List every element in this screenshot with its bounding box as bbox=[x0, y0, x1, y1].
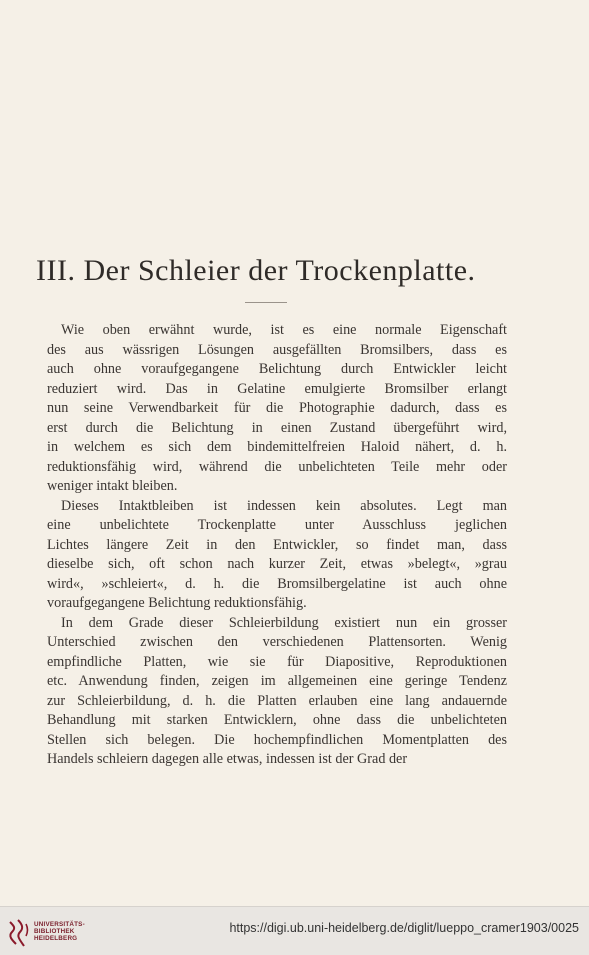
text-line: etc. Anwendung finden, zeigen im allgemeinen eine geringe Tendenz bbox=[47, 673, 507, 689]
text-line: reduktionsfähig wird, während die unbelichteten Teile mehr oder bbox=[47, 458, 507, 475]
viewer-footer bbox=[0, 906, 589, 955]
text-line: Stellen sich belegen. Die hochempfindlichen Momentplatten des bbox=[47, 731, 507, 748]
text-line: In dem Grade dieser Schleierbildung existiert nun ein grosser bbox=[61, 614, 507, 631]
text-line: voraufgegangene Belichtung reduktionsfähig. bbox=[47, 595, 307, 611]
text-line: wird«, »schleiert«, d. h. die Bromsilbergelatine ist auch ohne bbox=[47, 575, 507, 592]
text-line: auch ohne voraufgegangene Belichtung durch Entwickler leicht bbox=[47, 361, 507, 377]
text-line: Handels schleiern dagegen alle etwas, indessen ist der Grad der bbox=[47, 751, 408, 767]
text-line: des aus wässrigen Lösungen ausgefällten Bromsilbers, dass es bbox=[47, 341, 507, 358]
text-line: eine unbelichtete Trockenplatte unter Ausschluss jeglichen bbox=[47, 517, 507, 533]
text-line: nun seine Verwendbarkeit für die Photographie dadurch, dass es bbox=[47, 400, 507, 416]
text-line: reduziert wird. Das in Gelatine emulgierte Bromsilber erlangt bbox=[47, 380, 507, 397]
text-line: Wie oben erwähnt wurde, ist es eine normale Eigenschaft bbox=[61, 322, 507, 338]
text-line: weniger intakt bleiben. bbox=[47, 478, 178, 494]
text-line: erst durch die Belichtung in einen Zustand übergeführt wird, bbox=[47, 419, 507, 436]
text-line: Lichtes längere Zeit in den Entwickler, so findet man, dass bbox=[47, 536, 507, 553]
institution-name: UNIVERSITÄTS- BIBLIOTHEK HEIDELBERG bbox=[34, 921, 85, 943]
text-line: dieselbe sich, oft schon nach kurzer Zeit, etwas »belegt«, »grau bbox=[47, 556, 507, 572]
chapter-heading: III. Der Schleier der Trockenplatte. bbox=[36, 254, 476, 287]
text-line: Behandlung mit starken Entwicklern, ohne dass die unbelichteten bbox=[47, 712, 507, 728]
university-seal-icon bbox=[6, 918, 30, 948]
body-text bbox=[47, 321, 507, 770]
text-line: Unterschied zwischen den verschiedenen Plattensorten. Wenig bbox=[47, 634, 507, 650]
permalink[interactable]: https://digi.ub.uni-heidelberg.de/diglit/lueppo_cramer1903/0025 bbox=[229, 921, 579, 935]
text-line: in welchem es sich dem bindemittelfreien Haloid nähert, d. h. bbox=[47, 439, 507, 455]
heading-divider bbox=[245, 302, 287, 303]
text-line: zur Schleierbildung, d. h. die Platten erlauben eine lang andauernde bbox=[47, 692, 507, 709]
text-line: empfindliche Platten, wie sie für Diapositive, Reproduktionen bbox=[47, 653, 507, 670]
text-line: Dieses Intaktbleiben ist indessen kein absolutes. Legt man bbox=[61, 497, 507, 514]
